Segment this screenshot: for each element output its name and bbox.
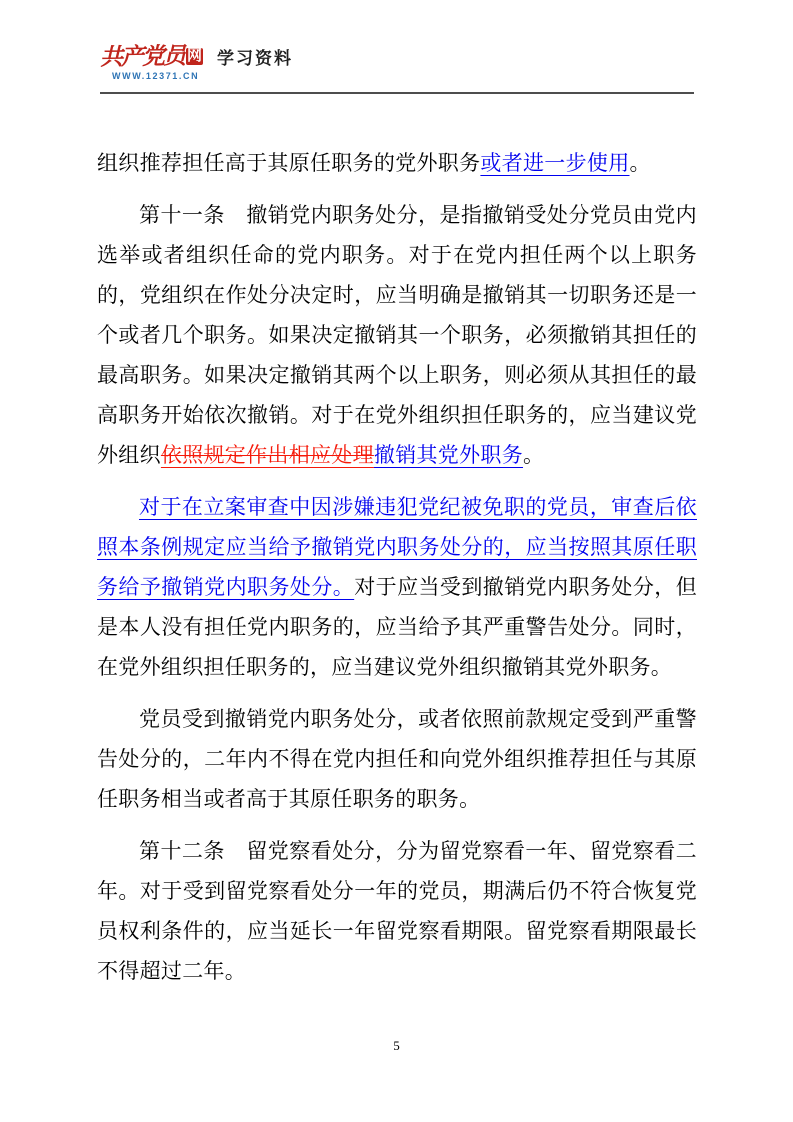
- paragraph: [97, 487, 697, 687]
- logo-net-badge: 网: [187, 48, 203, 64]
- site-logo: [100, 45, 203, 81]
- page-number: 5: [393, 1038, 400, 1053]
- text-run: 。: [629, 151, 651, 175]
- document-body: [97, 143, 697, 1003]
- text-run: 组织推荐担任高于其原任职务的党外职务: [97, 151, 481, 175]
- page-footer: [0, 1038, 793, 1054]
- text-run: 第十一条 撤销党内职务处分，是指撤销受处分党员由党内选举或者组织任命的党内职务。对于在党内担任两个以上职务的，党组织在作处分决定时，应当明确是撤销其一切职务还是一个或者几个职务。如果决定撤销其一个职务，必须撤销其担任的最高职务。如果决定撤销其两个以上职务，则必须从其担任的最高职务开始依次撤销。对于在党外组织担任职务的，应当建议党外组织: [97, 203, 697, 467]
- paragraph: [97, 699, 697, 819]
- paragraph: [97, 143, 697, 183]
- inserted-text-run: 或者进一步使用: [480, 151, 630, 175]
- header-divider: [100, 92, 694, 94]
- text-run: 。: [523, 443, 545, 467]
- header-title: 学习资料: [217, 49, 294, 68]
- inserted-text-run: 撤销其党外职务: [373, 443, 524, 467]
- logo-row: [100, 45, 203, 68]
- text-run: 对于应当受到撤销党内职务处分，但是本人没有担任党内职务的，应当给予其严重警告处分。同时，在党外组织担任职务的，应当建议党外组织撤销其党外职务。: [97, 575, 697, 679]
- logo-calligraphy-text: 共产党员: [99, 43, 185, 70]
- deleted-text-run: 依照规定作出相应处理: [160, 443, 374, 467]
- inserted-text-run: 对于在立案审查中因涉嫌违犯党纪被免职的党员，审查后依照本条例规定应当给予撤销党内职务处分的，应当按照其原任职务给予撤销党内职务处分。: [97, 495, 697, 599]
- paragraph: [97, 195, 697, 475]
- paragraph: [97, 831, 697, 991]
- page-header: [100, 44, 293, 81]
- text-run: 党员受到撤销党内职务处分，或者依照前款规定受到严重警告处分的，二年内不得在党内担任和向党外组织推荐担任与其原任职务相当或者高于其原任职务的职务。: [97, 707, 697, 811]
- text-run: 第十二条 留党察看处分，分为留党察看一年、留党察看二年。对于受到留党察看处分一年的党员，期满后仍不符合恢复党员权利条件的，应当延长一年留党察看期限。留党察看期限最长不得超过二年。: [97, 839, 697, 983]
- logo-url-text: WWW.12371.CN: [112, 71, 200, 81]
